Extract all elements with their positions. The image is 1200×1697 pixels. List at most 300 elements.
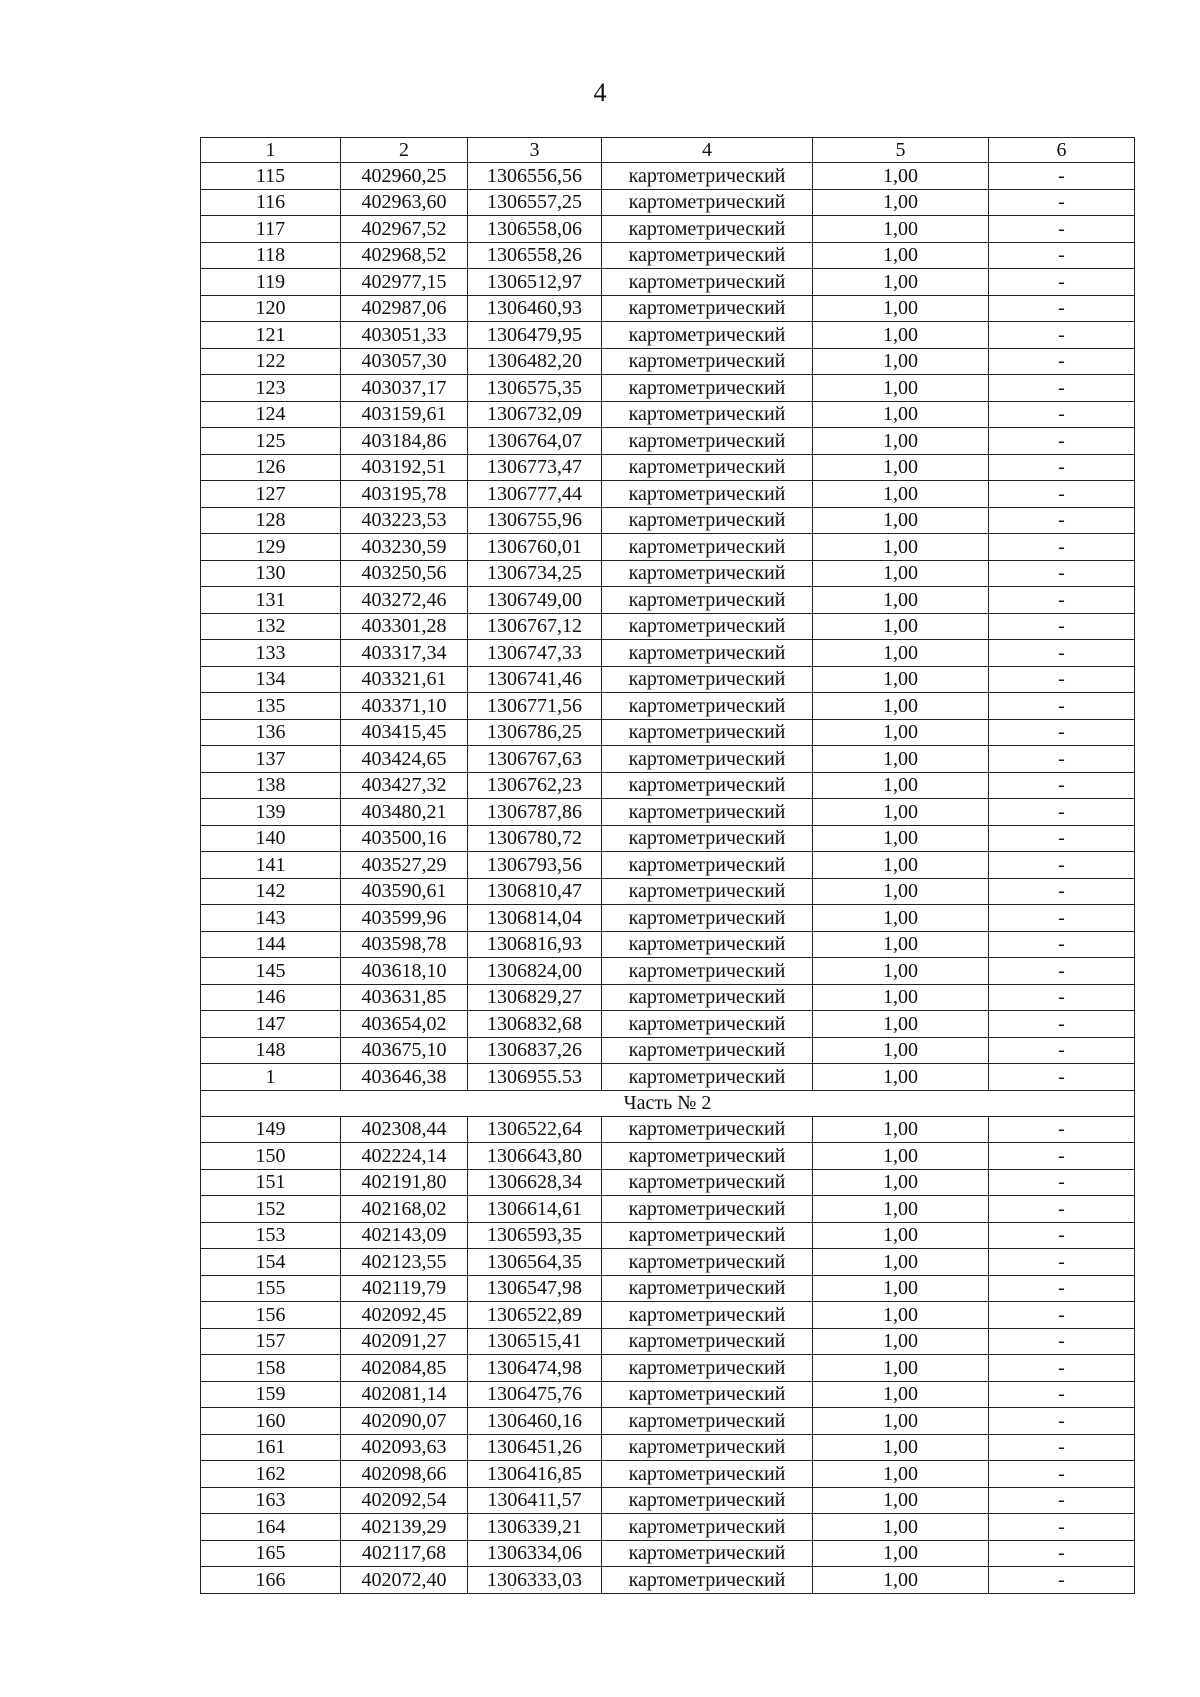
method-cell: картометрический	[602, 1143, 813, 1170]
table-row	[201, 295, 1135, 322]
y-coordinate-cell: 1306777,44	[468, 481, 602, 508]
accuracy-cell: 1,00	[813, 878, 989, 905]
y-coordinate-cell: 1306741,46	[468, 666, 602, 693]
accuracy-cell: 1,00	[813, 1275, 989, 1302]
accuracy-cell: 1,00	[813, 1328, 989, 1355]
table-row	[201, 1169, 1135, 1196]
y-coordinate-cell: 1306575,35	[468, 375, 602, 402]
x-coordinate-cell: 403195,78	[341, 481, 468, 508]
accuracy-cell: 1,00	[813, 613, 989, 640]
y-coordinate-cell: 1306522,89	[468, 1302, 602, 1329]
y-coordinate-cell: 1306760,01	[468, 534, 602, 561]
point-number-cell: 164	[201, 1514, 341, 1541]
description-cell: -	[989, 931, 1135, 958]
table-row	[201, 507, 1135, 534]
table-row	[201, 1143, 1135, 1170]
accuracy-cell: 1,00	[813, 534, 989, 561]
point-number-cell: 166	[201, 1567, 341, 1594]
point-number-cell: 165	[201, 1540, 341, 1567]
y-coordinate-cell: 1306755,96	[468, 507, 602, 534]
table-row	[201, 1275, 1135, 1302]
description-cell: -	[989, 375, 1135, 402]
y-coordinate-cell: 1306475,76	[468, 1381, 602, 1408]
y-coordinate-cell: 1306764,07	[468, 428, 602, 455]
x-coordinate-cell: 403301,28	[341, 613, 468, 640]
point-number-cell: 156	[201, 1302, 341, 1329]
method-cell: картометрический	[602, 666, 813, 693]
y-coordinate-cell: 1306749,00	[468, 587, 602, 614]
y-coordinate-cell: 1306564,35	[468, 1249, 602, 1276]
description-cell: -	[989, 189, 1135, 216]
y-coordinate-cell: 1306832,68	[468, 1011, 602, 1038]
method-cell: картометрический	[602, 216, 813, 243]
accuracy-cell: 1,00	[813, 1196, 989, 1223]
y-coordinate-cell: 1306512,97	[468, 269, 602, 296]
x-coordinate-cell: 402139,29	[341, 1514, 468, 1541]
table-row	[201, 878, 1135, 905]
accuracy-cell: 1,00	[813, 1064, 989, 1091]
description-cell: -	[989, 772, 1135, 799]
header-cell: 6	[989, 138, 1135, 163]
point-number-cell: 120	[201, 295, 341, 322]
description-cell: -	[989, 958, 1135, 985]
point-number-cell: 151	[201, 1169, 341, 1196]
accuracy-cell: 1,00	[813, 1037, 989, 1064]
y-coordinate-cell: 1306732,09	[468, 401, 602, 428]
description-cell: -	[989, 534, 1135, 561]
accuracy-cell: 1,00	[813, 1169, 989, 1196]
point-number-cell: 146	[201, 984, 341, 1011]
description-cell: -	[989, 1064, 1135, 1091]
accuracy-cell: 1,00	[813, 1222, 989, 1249]
table-row	[201, 1487, 1135, 1514]
method-cell: картометрический	[602, 1381, 813, 1408]
table-row	[201, 958, 1135, 985]
accuracy-cell: 1,00	[813, 1487, 989, 1514]
section-title: Часть № 2	[201, 1090, 1135, 1116]
x-coordinate-cell: 403051,33	[341, 322, 468, 349]
method-cell: картометрический	[602, 587, 813, 614]
method-cell: картометрический	[602, 878, 813, 905]
x-coordinate-cell: 403480,21	[341, 799, 468, 826]
method-cell: картометрический	[602, 1275, 813, 1302]
y-coordinate-cell: 1306334,06	[468, 1540, 602, 1567]
method-cell: картометрический	[602, 1222, 813, 1249]
point-number-cell: 158	[201, 1355, 341, 1382]
description-cell: -	[989, 295, 1135, 322]
table-row	[201, 1328, 1135, 1355]
x-coordinate-cell: 402072,40	[341, 1567, 468, 1594]
y-coordinate-cell: 1306816,93	[468, 931, 602, 958]
description-cell: -	[989, 1540, 1135, 1567]
point-number-cell: 132	[201, 613, 341, 640]
point-number-cell: 128	[201, 507, 341, 534]
description-cell: -	[989, 163, 1135, 190]
table-row	[201, 1461, 1135, 1488]
table-row	[201, 322, 1135, 349]
x-coordinate-cell: 402977,15	[341, 269, 468, 296]
description-cell: -	[989, 560, 1135, 587]
x-coordinate-cell: 403223,53	[341, 507, 468, 534]
method-cell: картометрический	[602, 799, 813, 826]
x-coordinate-cell: 403184,86	[341, 428, 468, 455]
x-coordinate-cell: 403321,61	[341, 666, 468, 693]
method-cell: картометрический	[602, 1011, 813, 1038]
point-number-cell: 147	[201, 1011, 341, 1038]
y-coordinate-cell: 1306824,00	[468, 958, 602, 985]
accuracy-cell: 1,00	[813, 295, 989, 322]
table-row	[201, 1355, 1135, 1382]
x-coordinate-cell: 403192,51	[341, 454, 468, 481]
y-coordinate-cell: 1306955.53	[468, 1064, 602, 1091]
x-coordinate-cell: 402168,02	[341, 1196, 468, 1223]
accuracy-cell: 1,00	[813, 1249, 989, 1276]
table-row	[201, 216, 1135, 243]
x-coordinate-cell: 403057,30	[341, 348, 468, 375]
x-coordinate-cell: 403037,17	[341, 375, 468, 402]
method-cell: картометрический	[602, 640, 813, 667]
description-cell: -	[989, 799, 1135, 826]
method-cell: картометрический	[602, 1355, 813, 1382]
table-row	[201, 852, 1135, 879]
header-cell: 2	[341, 138, 468, 163]
x-coordinate-cell: 402191,80	[341, 1169, 468, 1196]
method-cell: картометрический	[602, 772, 813, 799]
point-number-cell: 155	[201, 1275, 341, 1302]
method-cell: картометрический	[602, 1064, 813, 1091]
point-number-cell: 154	[201, 1249, 341, 1276]
y-coordinate-cell: 1306734,25	[468, 560, 602, 587]
x-coordinate-cell: 403272,46	[341, 587, 468, 614]
method-cell: картометрический	[602, 958, 813, 985]
description-cell: -	[989, 481, 1135, 508]
y-coordinate-cell: 1306451,26	[468, 1434, 602, 1461]
accuracy-cell: 1,00	[813, 322, 989, 349]
point-number-cell: 160	[201, 1408, 341, 1435]
accuracy-cell: 1,00	[813, 1355, 989, 1382]
x-coordinate-cell: 402960,25	[341, 163, 468, 190]
description-cell: -	[989, 1222, 1135, 1249]
description-cell: -	[989, 1567, 1135, 1594]
table-row	[201, 481, 1135, 508]
y-coordinate-cell: 1306557,25	[468, 189, 602, 216]
accuracy-cell: 1,00	[813, 401, 989, 428]
description-cell: -	[989, 1116, 1135, 1143]
description-cell: -	[989, 1328, 1135, 1355]
method-cell: картометрический	[602, 693, 813, 720]
table-row	[201, 189, 1135, 216]
description-cell: -	[989, 1275, 1135, 1302]
y-coordinate-cell: 1306416,85	[468, 1461, 602, 1488]
x-coordinate-cell: 403646,38	[341, 1064, 468, 1091]
description-cell: -	[989, 401, 1135, 428]
method-cell: картометрический	[602, 1302, 813, 1329]
method-cell: картометрический	[602, 322, 813, 349]
x-coordinate-cell: 403598,78	[341, 931, 468, 958]
y-coordinate-cell: 1306515,41	[468, 1328, 602, 1355]
description-cell: -	[989, 507, 1135, 534]
table-row	[201, 719, 1135, 746]
method-cell: картометрический	[602, 560, 813, 587]
point-number-cell: 135	[201, 693, 341, 720]
x-coordinate-cell: 403424,65	[341, 746, 468, 773]
accuracy-cell: 1,00	[813, 163, 989, 190]
point-number-cell: 149	[201, 1116, 341, 1143]
point-number-cell: 117	[201, 216, 341, 243]
point-number-cell: 145	[201, 958, 341, 985]
x-coordinate-cell: 403317,34	[341, 640, 468, 667]
description-cell: -	[989, 1461, 1135, 1488]
table-row	[201, 401, 1135, 428]
table-row	[201, 1222, 1135, 1249]
y-coordinate-cell: 1306762,23	[468, 772, 602, 799]
table-row	[201, 1249, 1135, 1276]
point-number-cell: 140	[201, 825, 341, 852]
method-cell: картометрический	[602, 1328, 813, 1355]
x-coordinate-cell: 403415,45	[341, 719, 468, 746]
method-cell: картометрический	[602, 375, 813, 402]
x-coordinate-cell: 402092,45	[341, 1302, 468, 1329]
point-number-cell: 124	[201, 401, 341, 428]
page-number: 4	[593, 78, 607, 107]
point-number-cell: 157	[201, 1328, 341, 1355]
description-cell: -	[989, 1434, 1135, 1461]
description-cell: -	[989, 216, 1135, 243]
point-number-cell: 136	[201, 719, 341, 746]
description-cell: -	[989, 666, 1135, 693]
accuracy-cell: 1,00	[813, 1514, 989, 1541]
accuracy-cell: 1,00	[813, 693, 989, 720]
table-row	[201, 799, 1135, 826]
method-cell: картометрический	[602, 1434, 813, 1461]
description-cell: -	[989, 1487, 1135, 1514]
table-row	[201, 428, 1135, 455]
accuracy-cell: 1,00	[813, 640, 989, 667]
method-cell: картометрический	[602, 1514, 813, 1541]
x-coordinate-cell: 402090,07	[341, 1408, 468, 1435]
method-cell: картометрический	[602, 1540, 813, 1567]
table-row	[201, 560, 1135, 587]
table-row	[201, 587, 1135, 614]
x-coordinate-cell: 403159,61	[341, 401, 468, 428]
x-coordinate-cell: 402093,63	[341, 1434, 468, 1461]
table-row	[201, 1381, 1135, 1408]
table-row	[201, 1408, 1135, 1435]
description-cell: -	[989, 1408, 1135, 1435]
accuracy-cell: 1,00	[813, 1567, 989, 1594]
table-row	[201, 1064, 1135, 1091]
point-number-cell: 137	[201, 746, 341, 773]
accuracy-cell: 1,00	[813, 1116, 989, 1143]
point-number-cell: 116	[201, 189, 341, 216]
header-cell: 5	[813, 138, 989, 163]
accuracy-cell: 1,00	[813, 799, 989, 826]
coordinates-table	[200, 137, 1135, 1594]
y-coordinate-cell: 1306556,56	[468, 163, 602, 190]
y-coordinate-cell: 1306460,93	[468, 295, 602, 322]
table-row	[201, 825, 1135, 852]
table-row	[201, 269, 1135, 296]
point-number-cell: 144	[201, 931, 341, 958]
x-coordinate-cell: 402123,55	[341, 1249, 468, 1276]
accuracy-cell: 1,00	[813, 269, 989, 296]
y-coordinate-cell: 1306773,47	[468, 454, 602, 481]
description-cell: -	[989, 242, 1135, 269]
method-cell: картометрический	[602, 428, 813, 455]
table-row	[201, 1116, 1135, 1143]
point-number-cell: 159	[201, 1381, 341, 1408]
accuracy-cell: 1,00	[813, 348, 989, 375]
description-cell: -	[989, 1381, 1135, 1408]
x-coordinate-cell: 403654,02	[341, 1011, 468, 1038]
point-number-cell: 122	[201, 348, 341, 375]
point-number-cell: 139	[201, 799, 341, 826]
table-row	[201, 931, 1135, 958]
section-title-row	[201, 1090, 1135, 1116]
method-cell: картометрический	[602, 163, 813, 190]
point-number-cell: 142	[201, 878, 341, 905]
table-row	[201, 693, 1135, 720]
point-number-cell: 162	[201, 1461, 341, 1488]
accuracy-cell: 1,00	[813, 1143, 989, 1170]
method-cell: картометрический	[602, 348, 813, 375]
method-cell: картометрический	[602, 1487, 813, 1514]
y-coordinate-cell: 1306460,16	[468, 1408, 602, 1435]
header-cell: 4	[602, 138, 813, 163]
accuracy-cell: 1,00	[813, 1540, 989, 1567]
x-coordinate-cell: 403618,10	[341, 958, 468, 985]
accuracy-cell: 1,00	[813, 481, 989, 508]
point-number-cell: 152	[201, 1196, 341, 1223]
method-cell: картометрический	[602, 507, 813, 534]
description-cell: -	[989, 1143, 1135, 1170]
point-number-cell: 121	[201, 322, 341, 349]
description-cell: -	[989, 322, 1135, 349]
method-cell: картометрический	[602, 242, 813, 269]
accuracy-cell: 1,00	[813, 1461, 989, 1488]
x-coordinate-cell: 402092,54	[341, 1487, 468, 1514]
method-cell: картометрический	[602, 1408, 813, 1435]
table-row	[201, 984, 1135, 1011]
x-coordinate-cell: 402987,06	[341, 295, 468, 322]
y-coordinate-cell: 1306482,20	[468, 348, 602, 375]
description-cell: -	[989, 428, 1135, 455]
y-coordinate-cell: 1306786,25	[468, 719, 602, 746]
method-cell: картометрический	[602, 825, 813, 852]
x-coordinate-cell: 402081,14	[341, 1381, 468, 1408]
y-coordinate-cell: 1306333,03	[468, 1567, 602, 1594]
method-cell: картометрический	[602, 1461, 813, 1488]
description-cell: -	[989, 1355, 1135, 1382]
coordinates-table-body	[201, 138, 1135, 1594]
point-number-cell: 138	[201, 772, 341, 799]
description-cell: -	[989, 878, 1135, 905]
description-cell: -	[989, 1196, 1135, 1223]
y-coordinate-cell: 1306614,61	[468, 1196, 602, 1223]
table-row	[201, 1514, 1135, 1541]
y-coordinate-cell: 1306479,95	[468, 322, 602, 349]
y-coordinate-cell: 1306767,12	[468, 613, 602, 640]
point-number-cell: 1	[201, 1064, 341, 1091]
accuracy-cell: 1,00	[813, 1434, 989, 1461]
description-cell: -	[989, 825, 1135, 852]
x-coordinate-cell: 403371,10	[341, 693, 468, 720]
accuracy-cell: 1,00	[813, 507, 989, 534]
table-row	[201, 348, 1135, 375]
table-row	[201, 1434, 1135, 1461]
y-coordinate-cell: 1306522,64	[468, 1116, 602, 1143]
y-coordinate-cell: 1306558,06	[468, 216, 602, 243]
x-coordinate-cell: 403427,32	[341, 772, 468, 799]
accuracy-cell: 1,00	[813, 1302, 989, 1329]
point-number-cell: 163	[201, 1487, 341, 1514]
method-cell: картометрический	[602, 1567, 813, 1594]
description-cell: -	[989, 1302, 1135, 1329]
x-coordinate-cell: 402143,09	[341, 1222, 468, 1249]
table-row	[201, 375, 1135, 402]
description-cell: -	[989, 1037, 1135, 1064]
table-row	[201, 1011, 1135, 1038]
method-cell: картометрический	[602, 534, 813, 561]
accuracy-cell: 1,00	[813, 666, 989, 693]
point-number-cell: 127	[201, 481, 341, 508]
x-coordinate-cell: 403500,16	[341, 825, 468, 852]
x-coordinate-cell: 403590,61	[341, 878, 468, 905]
method-cell: картометрический	[602, 295, 813, 322]
x-coordinate-cell: 403599,96	[341, 905, 468, 932]
point-number-cell: 141	[201, 852, 341, 879]
point-number-cell: 150	[201, 1143, 341, 1170]
description-cell: -	[989, 905, 1135, 932]
table-row	[201, 640, 1135, 667]
method-cell: картометрический	[602, 1249, 813, 1276]
description-cell: -	[989, 746, 1135, 773]
method-cell: картометрический	[602, 613, 813, 640]
y-coordinate-cell: 1306747,33	[468, 640, 602, 667]
point-number-cell: 126	[201, 454, 341, 481]
accuracy-cell: 1,00	[813, 958, 989, 985]
accuracy-cell: 1,00	[813, 454, 989, 481]
method-cell: картометрический	[602, 401, 813, 428]
x-coordinate-cell: 402224,14	[341, 1143, 468, 1170]
method-cell: картометрический	[602, 746, 813, 773]
point-number-cell: 153	[201, 1222, 341, 1249]
method-cell: картометрический	[602, 852, 813, 879]
method-cell: картометрический	[602, 719, 813, 746]
header-cell: 3	[468, 138, 602, 163]
x-coordinate-cell: 402084,85	[341, 1355, 468, 1382]
y-coordinate-cell: 1306767,63	[468, 746, 602, 773]
description-cell: -	[989, 348, 1135, 375]
y-coordinate-cell: 1306547,98	[468, 1275, 602, 1302]
y-coordinate-cell: 1306837,26	[468, 1037, 602, 1064]
table-row	[201, 1302, 1135, 1329]
accuracy-cell: 1,00	[813, 216, 989, 243]
x-coordinate-cell: 403230,59	[341, 534, 468, 561]
accuracy-cell: 1,00	[813, 931, 989, 958]
description-cell: -	[989, 1011, 1135, 1038]
table-row	[201, 242, 1135, 269]
description-cell: -	[989, 693, 1135, 720]
y-coordinate-cell: 1306780,72	[468, 825, 602, 852]
point-number-cell: 125	[201, 428, 341, 455]
y-coordinate-cell: 1306771,56	[468, 693, 602, 720]
x-coordinate-cell: 402119,79	[341, 1275, 468, 1302]
accuracy-cell: 1,00	[813, 772, 989, 799]
accuracy-cell: 1,00	[813, 852, 989, 879]
y-coordinate-cell: 1306829,27	[468, 984, 602, 1011]
point-number-cell: 131	[201, 587, 341, 614]
